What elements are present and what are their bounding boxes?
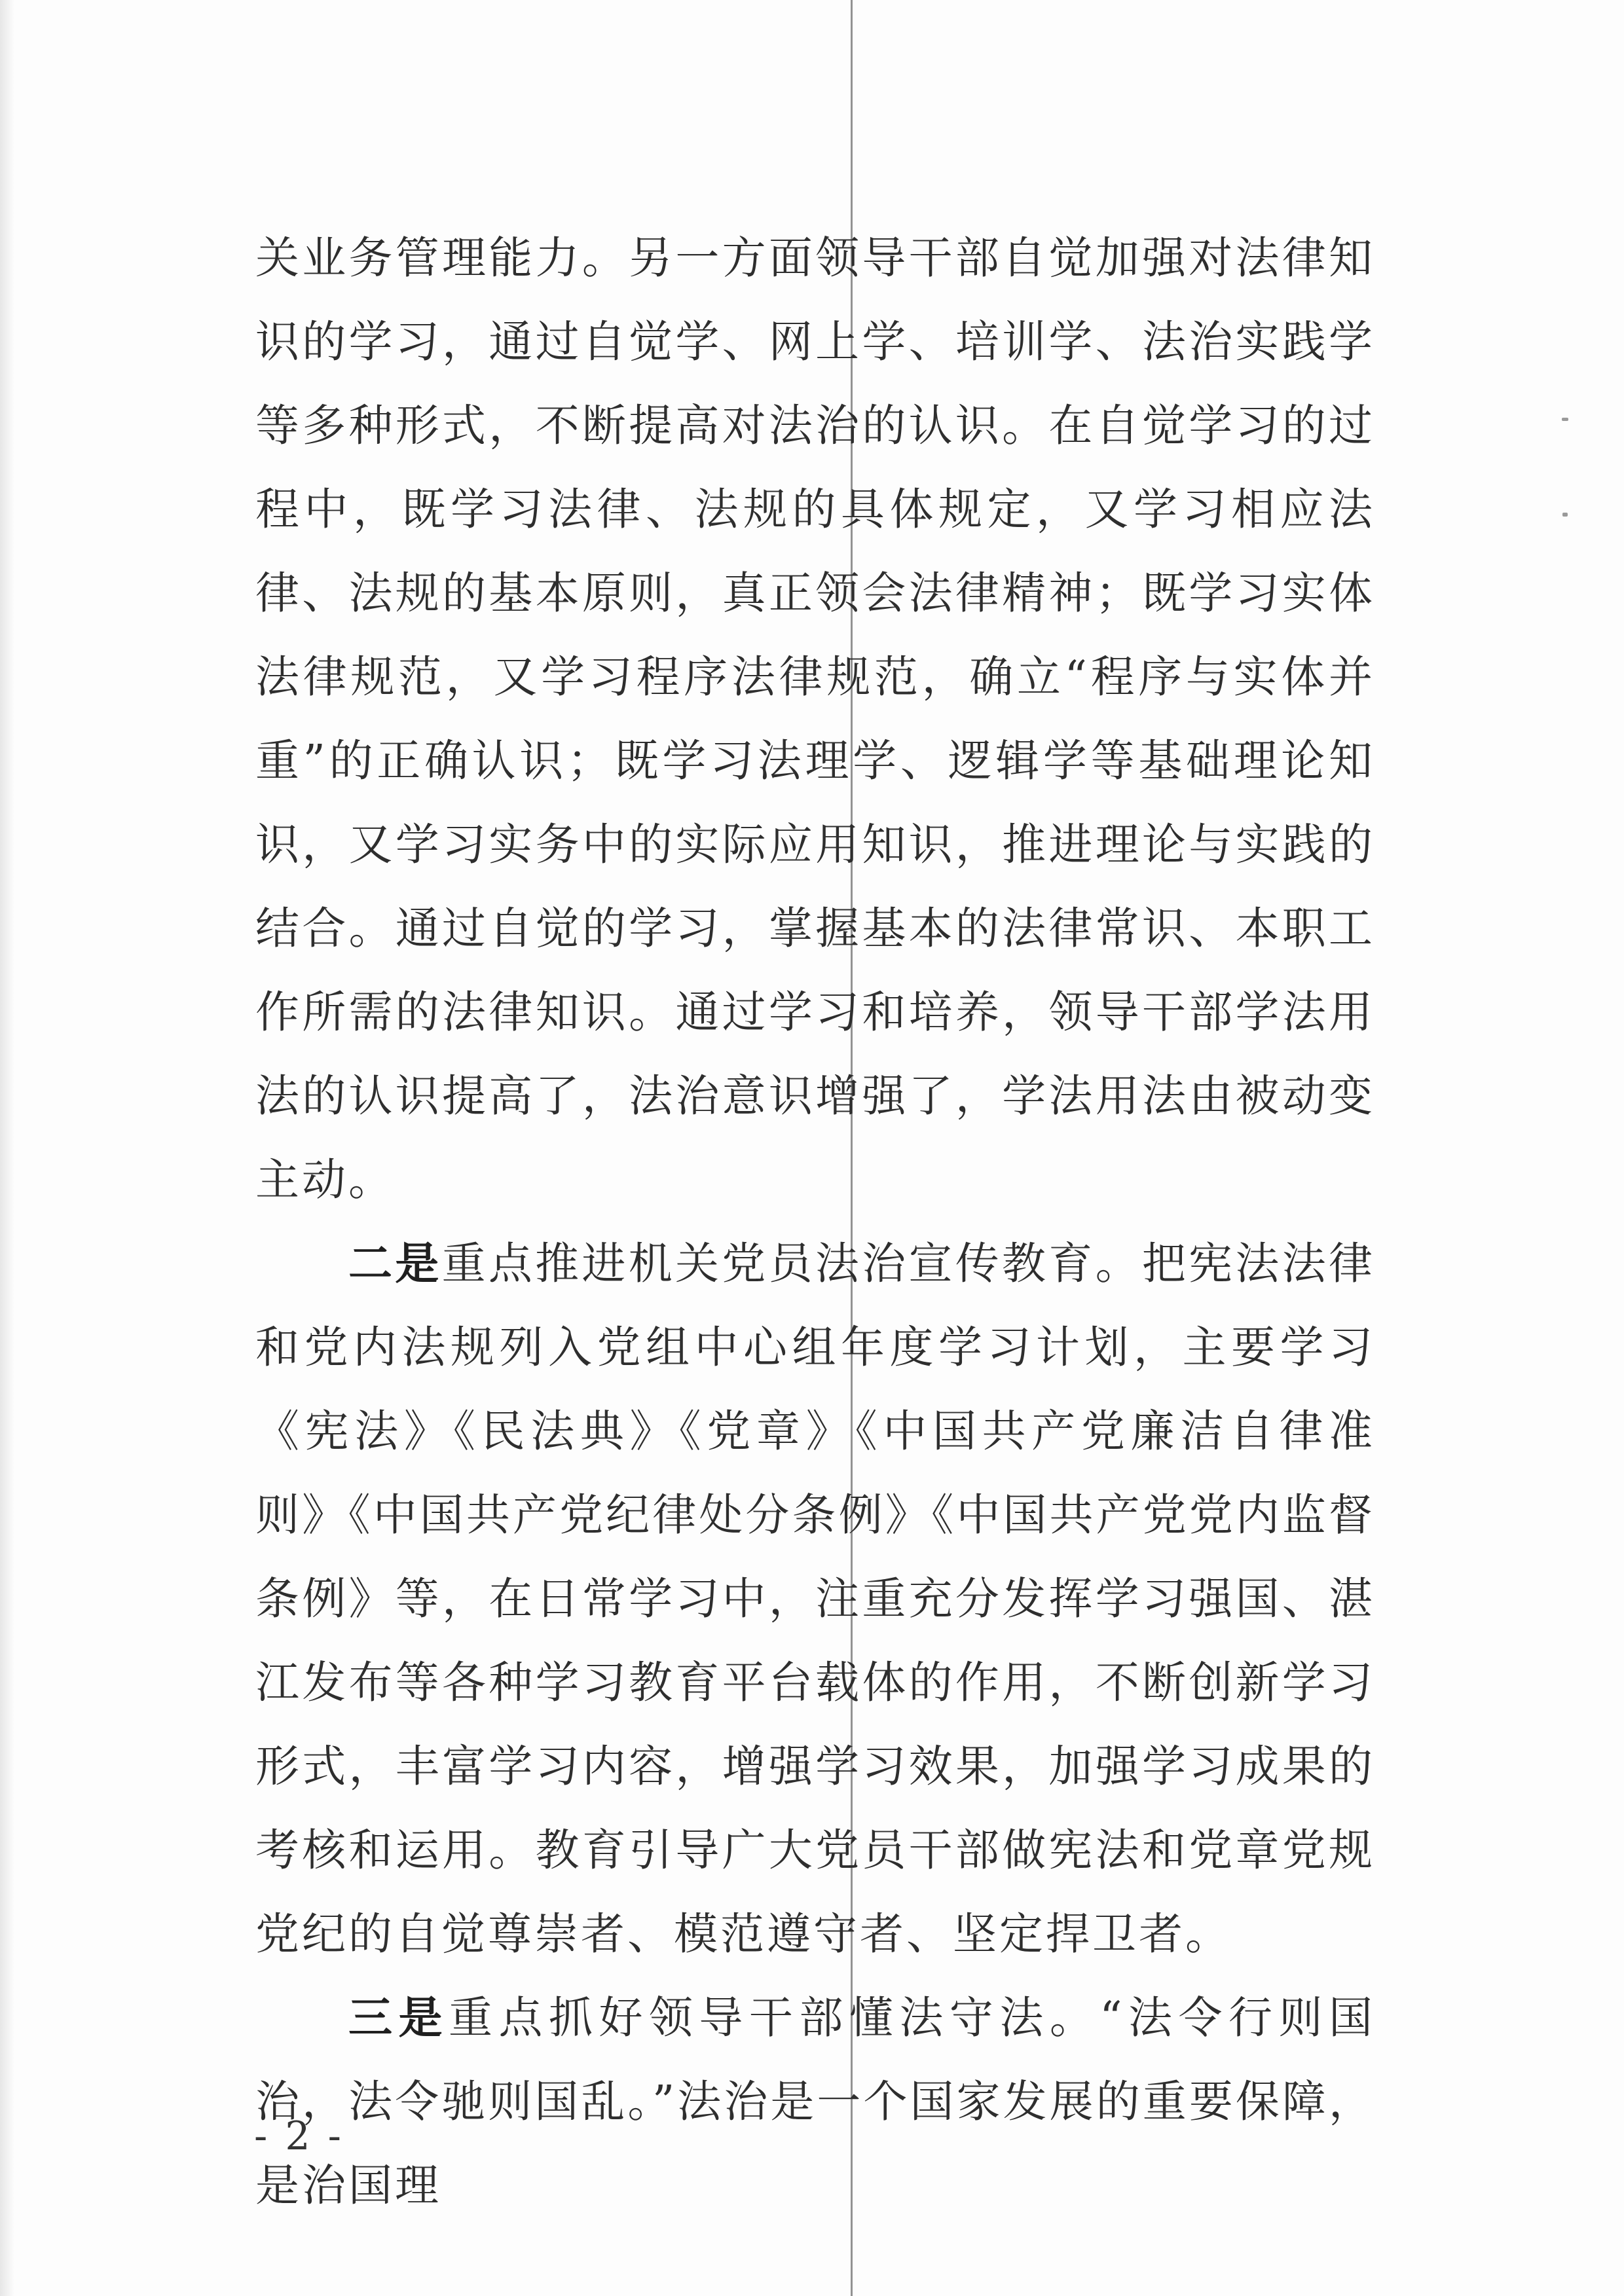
scan-speck: [1562, 418, 1568, 421]
scan-speck: [1562, 513, 1568, 517]
paragraph-1-text: 关业务管理能力。另一方面领导干部自觉加强对法律知识的学习，通过自觉学、网上学、培训学、法治实践学等多种形式，不断提高对法治的认识。在自觉学习的过程中，既学习法律、法规的具体规定，又学习相应法律、法规的基本原则，真正领会法律精神；既学习实体法律规范，又学习程序法律规范，确立“程序与实体并重”的正确认识；既学习法理学、逻辑学等基础理论知识，又学习实务中的实际应用知识，推进理论与实践的结合。通过自觉的学习，掌握基本的法律常识、本职工作所需的法律知识。通过学习和培养，领导干部学法用法的认识提高了，法治意识增强了，学法用法由被动变主动。: [255, 232, 1375, 1205]
page-number: - 2 -: [254, 2113, 344, 2159]
body-text: [255, 216, 1375, 2227]
paragraph-1: [255, 216, 1375, 1222]
paragraph-2-lead: 二是: [348, 1237, 442, 1289]
paragraph-2-text: 重点推进机关党员法治宣传教育。把宪法法律和党内法规列入党组中心组年度学习计划，主要学习《宪法》《民法典》《党章》《中国共产党廉洁自律准则》《中国共产党纪律处分条例》《中国共产党党内监督条例》等，在日常学习中，注重充分发挥学习强国、湛江发布等各种学习教育平台载体的作用，不断创新学习形式，丰富学习内容，增强学习效果，加强学习成果的考核和运用。教育引导广大党员干部做宪法和党章党规党纪的自觉尊崇者、模范遵守者、坚定捍卫者。: [255, 1238, 1376, 1959]
paragraph-3: [255, 1976, 1375, 2227]
paragraph-3-lead: 三是: [348, 1992, 449, 2043]
paragraph-2: [255, 1222, 1375, 1976]
scan-edge-shadow: [0, 0, 14, 2296]
paragraph-3-text: 重点抓好领导干部懂法守法。“法令行则国治，法令驰则国乱。”法治是一个国家发展的重要保障，是治国理: [255, 1992, 1375, 2211]
